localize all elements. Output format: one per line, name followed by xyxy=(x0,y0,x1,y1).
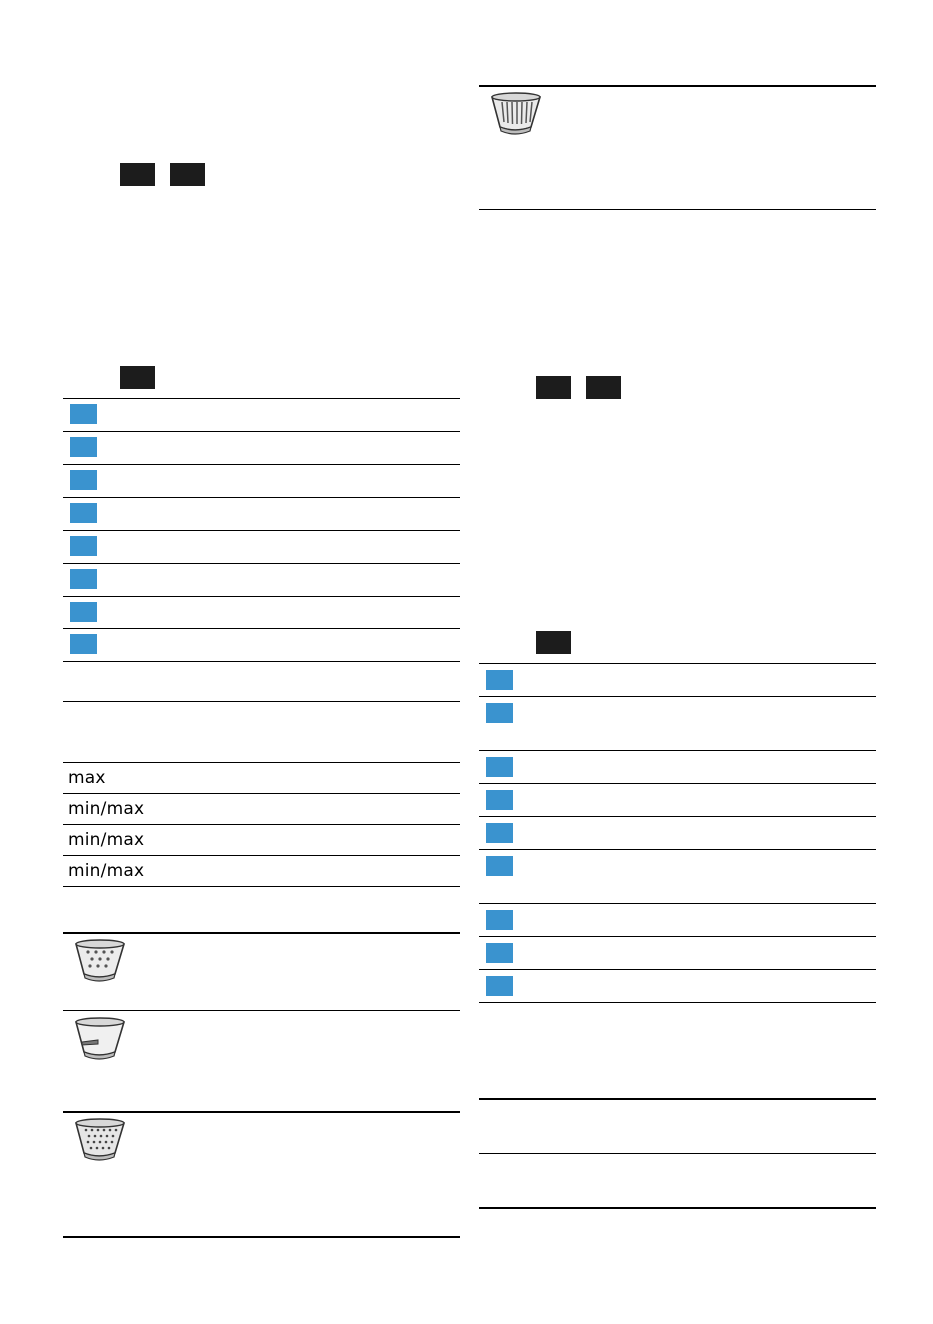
label-box xyxy=(536,631,571,654)
table-divider xyxy=(63,1111,460,1113)
list-marker xyxy=(486,790,513,810)
list-marker xyxy=(486,943,513,963)
table-divider xyxy=(63,932,460,934)
table-divider xyxy=(63,886,460,887)
row-divider xyxy=(63,530,460,531)
table-divider xyxy=(479,1207,876,1209)
row-divider xyxy=(479,750,876,751)
table-divider xyxy=(63,855,460,856)
row-divider xyxy=(479,663,876,664)
label-box xyxy=(586,376,621,399)
speed-setting: min/max xyxy=(68,830,145,850)
list-marker xyxy=(486,910,513,930)
label-box xyxy=(120,163,155,186)
speed-setting: min/max xyxy=(68,799,145,819)
row-divider xyxy=(63,398,460,399)
speed-setting: max xyxy=(68,768,106,788)
speed-setting: min/max xyxy=(68,861,145,881)
row-divider xyxy=(63,431,460,432)
label-box xyxy=(536,376,571,399)
table-divider xyxy=(63,824,460,825)
row-divider xyxy=(479,696,876,697)
list-marker xyxy=(70,634,97,654)
list-marker xyxy=(70,536,97,556)
row-divider xyxy=(63,628,460,629)
label-box xyxy=(120,366,155,389)
table-divider xyxy=(479,1098,876,1100)
table-divider xyxy=(63,1010,460,1011)
list-marker xyxy=(486,856,513,876)
list-marker xyxy=(70,569,97,589)
list-marker xyxy=(70,437,97,457)
list-marker xyxy=(486,670,513,690)
slicing-drum-icon xyxy=(72,1016,128,1062)
table-divider xyxy=(63,793,460,794)
row-divider xyxy=(63,563,460,564)
row-divider xyxy=(63,596,460,597)
table-divider xyxy=(479,209,876,210)
row-divider xyxy=(63,464,460,465)
list-marker xyxy=(486,823,513,843)
row-divider xyxy=(63,497,460,498)
list-marker xyxy=(70,602,97,622)
coarse-grating-drum-icon xyxy=(72,938,128,984)
list-marker xyxy=(486,703,513,723)
list-marker xyxy=(486,757,513,777)
list-marker xyxy=(70,404,97,424)
fine-grating-drum-icon xyxy=(72,1117,128,1163)
table-divider xyxy=(63,1236,460,1238)
row-divider xyxy=(479,849,876,850)
table-divider xyxy=(63,701,460,702)
row-divider xyxy=(479,969,876,970)
row-divider xyxy=(63,661,460,662)
label-box xyxy=(170,163,205,186)
table-divider xyxy=(479,1153,876,1154)
list-marker xyxy=(486,976,513,996)
row-divider xyxy=(479,783,876,784)
row-divider xyxy=(479,936,876,937)
shredding-drum-icon xyxy=(488,91,544,137)
row-divider xyxy=(479,903,876,904)
row-divider xyxy=(479,1002,876,1003)
table-divider xyxy=(63,762,460,763)
list-marker xyxy=(70,470,97,490)
table-divider xyxy=(479,85,876,87)
row-divider xyxy=(479,816,876,817)
list-marker xyxy=(70,503,97,523)
